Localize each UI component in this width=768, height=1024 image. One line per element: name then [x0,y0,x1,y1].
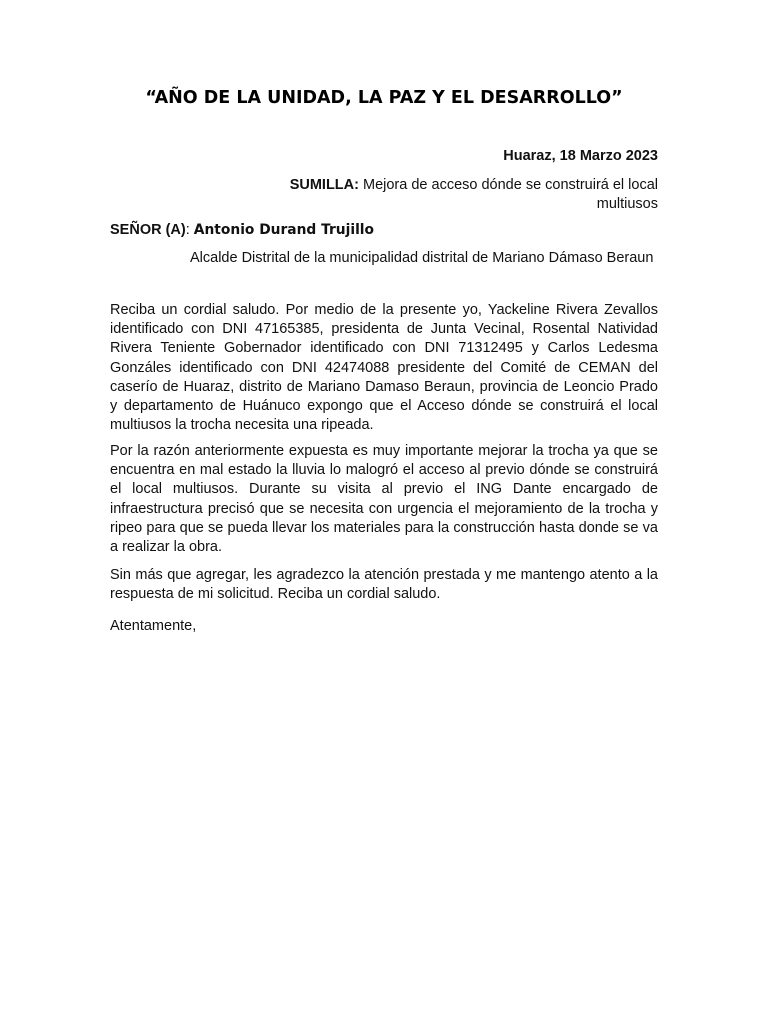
closing-salutation: Atentamente, [110,618,197,634]
recipient-separator: : [185,222,194,238]
letter-date: Huaraz, 18 Marzo 2023 [503,148,658,164]
recipient-label: SEÑOR (A) [110,222,186,238]
recipient-name: Antonio Durand Trujillo [193,222,375,238]
sumilla-text: Mejora de acceso dónde se construirá el local multiusos [358,177,658,212]
recipient-position: Alcalde Distrital de la municipalidad distrital de Mariano Dámaso Beraun [190,250,654,266]
sumilla-label: SUMILLA: [289,177,359,193]
recipient-line [110,222,374,238]
body-paragraph-1: Reciba un cordial saludo. Por medio de la presente yo, Yackeline Rivera Zevallos identificado con DNI 47165385, presidenta de Junta Vecinal, Rosental Natividad Rivera Teniente Gobernador identificado con DNI 71312495 y Carlos Ledesma Gonzáles identificado con DNI 42474088 presidente del Comité de CEMAN del caserío de Huaraz, distrito de Mariano Damaso Beraun, provincia de Leoncio Prado y departamento de Huánuco expongo que el Acceso dónde se construirá el local multiusos la trocha necesita una ripeada. [110,302,658,434]
body-paragraph-3: Sin más que agregar, les agradezco la atención prestada y me mantengo atento a la respuesta de mi solicitud. Reciba un cordial saludo. [110,567,658,603]
document-title: “AÑO DE LA UNIDAD, LA PAZ Y EL DESARROLLO” [145,88,623,108]
sumilla [250,176,658,214]
body-paragraph-2: Por la razón anteriormente expuesta es muy importante mejorar la trocha ya que se encuentra en mal estado la lluvia lo malogró el acceso al previo dónde se construirá el local multiusos. Durante su visita al previo el ING Dante encargado de infraestructura precisó que se necesita con urgencia el mejoramiento de la trocha y ripeo para que se pueda llevar los materiales para la construcción hasta donde se va a realizar la obra. [110,443,658,556]
